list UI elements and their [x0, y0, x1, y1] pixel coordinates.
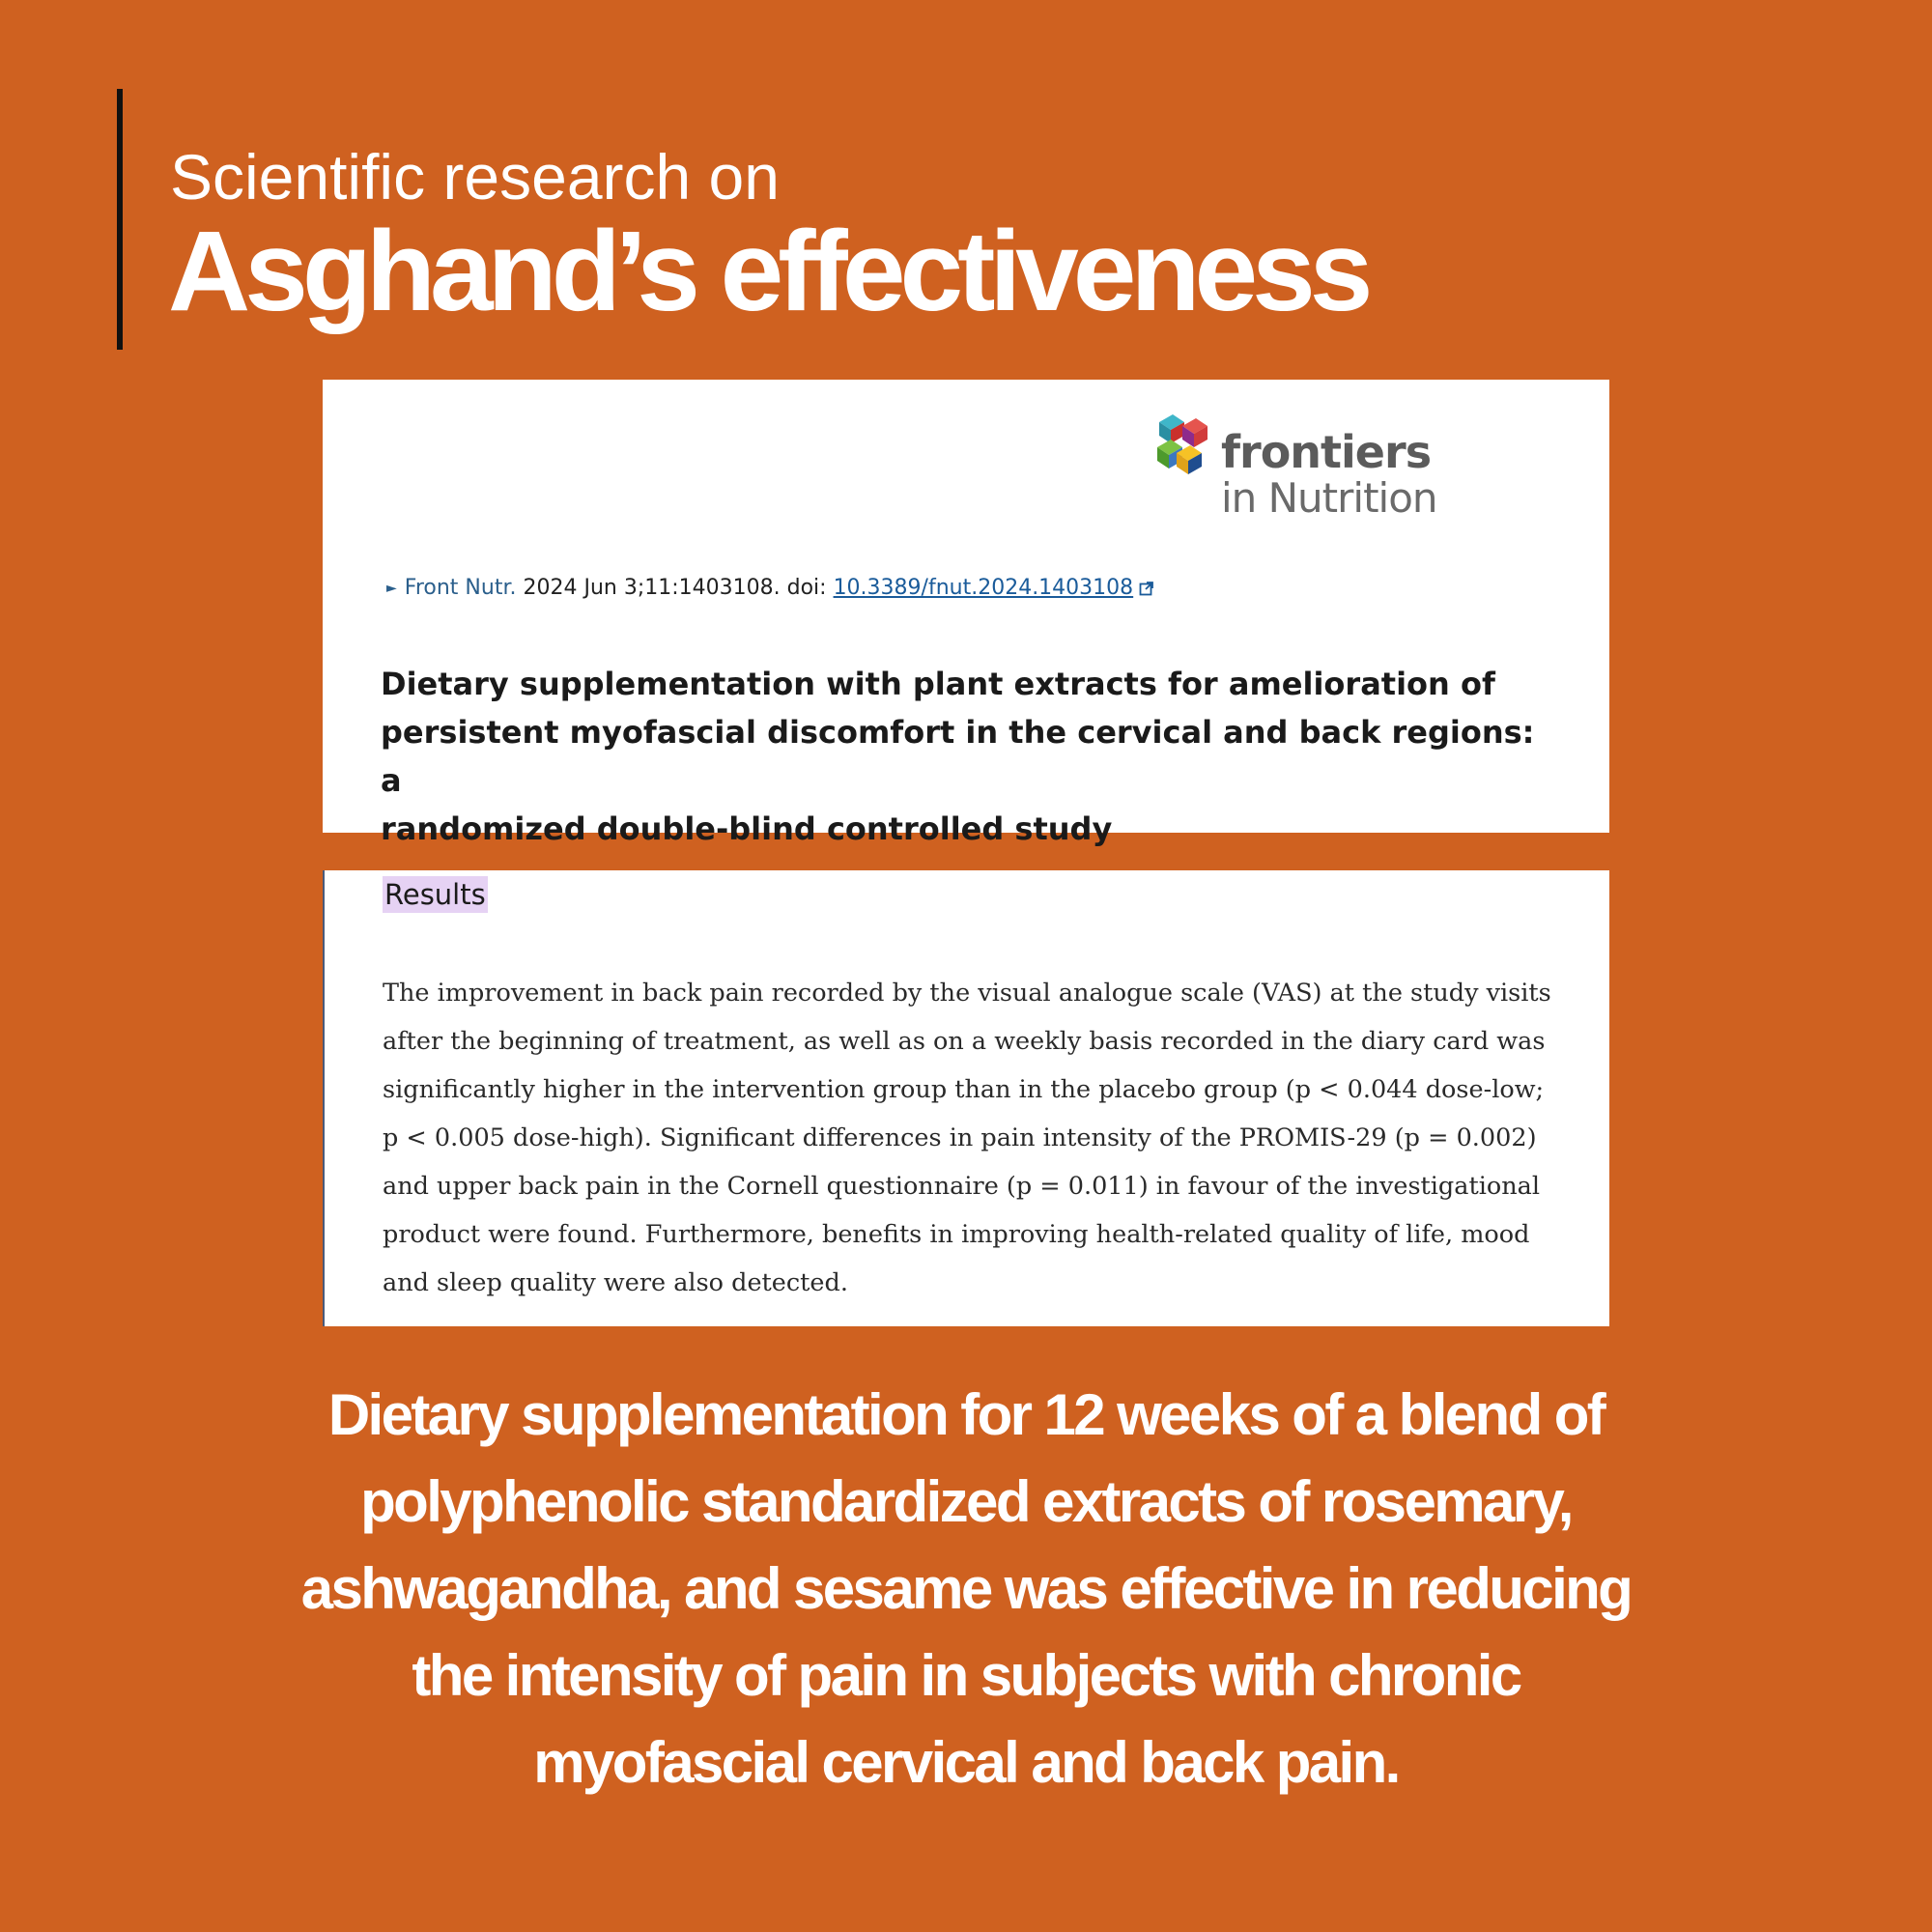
article-header-card: [323, 380, 1609, 847]
logo-text-nutrition: in Nutrition: [1221, 474, 1437, 522]
results-line: p < 0.005 dose-high). Significant differences in pain intensity of the PROMIS-29 (p = 0.002): [383, 1123, 1537, 1152]
journal-link[interactable]: Front Nutr.: [404, 576, 517, 600]
article-title-line: persistent myofascial discomfort in the cervical and back regions: a: [381, 714, 1535, 799]
doi-link[interactable]: 10.3389/fnut.2024.1403108: [833, 576, 1134, 600]
logo-text-frontiers: frontiers: [1221, 426, 1432, 478]
results-line: The improvement in back pain recorded by the visual analogue scale (VAS) at the study visits: [383, 979, 1551, 1008]
results-abstract: [383, 969, 1580, 1307]
results-line: product were found. Furthermore, benefits in improving health-related quality of life, mood: [383, 1220, 1530, 1249]
article-title-line: randomized double-blind controlled study: [381, 810, 1113, 847]
article-title-line: Dietary supplementation with plant extracts for amelioration of: [381, 666, 1495, 702]
page-title: Asghand’s effectiveness: [168, 208, 1368, 335]
results-line: after the beginning of treatment, as well as on a weekly basis recorded in the diary card was: [383, 1027, 1546, 1056]
external-link-icon[interactable]: [1139, 581, 1154, 596]
summary-text: [184, 1372, 1748, 1806]
expand-triangle-icon[interactable]: ►: [386, 581, 397, 596]
accent-bar: [117, 89, 123, 350]
results-heading: Results: [384, 878, 486, 911]
journal-logo: [1153, 409, 1463, 525]
results-line: significantly higher in the intervention group than in the placebo group (p < 0.044 dose-low;: [383, 1075, 1545, 1104]
summary-line: polyphenolic standardized extracts of rosemary,: [360, 1469, 1572, 1534]
results-line: and upper back pain in the Cornell questionnaire (p = 0.011) in favour of the investigational: [383, 1172, 1540, 1201]
summary-line: myofascial cervical and back pain.: [533, 1730, 1399, 1795]
summary-line: ashwagandha, and sesame was effective in reducing: [300, 1556, 1632, 1621]
frontiers-cubes-icon: [1153, 409, 1215, 482]
citation-details: 2024 Jun 3;11:1403108. doi:: [523, 576, 827, 600]
heading-kicker: Scientific research on: [170, 141, 780, 213]
results-line: and sleep quality were also detected.: [383, 1268, 848, 1297]
article-title: [381, 660, 1540, 853]
results-card: [323, 870, 1609, 1326]
summary-line: the intensity of pain in subjects with chronic: [412, 1643, 1520, 1708]
summary-line: Dietary supplementation for 12 weeks of a blend of: [327, 1382, 1605, 1447]
citation: [386, 576, 1154, 600]
